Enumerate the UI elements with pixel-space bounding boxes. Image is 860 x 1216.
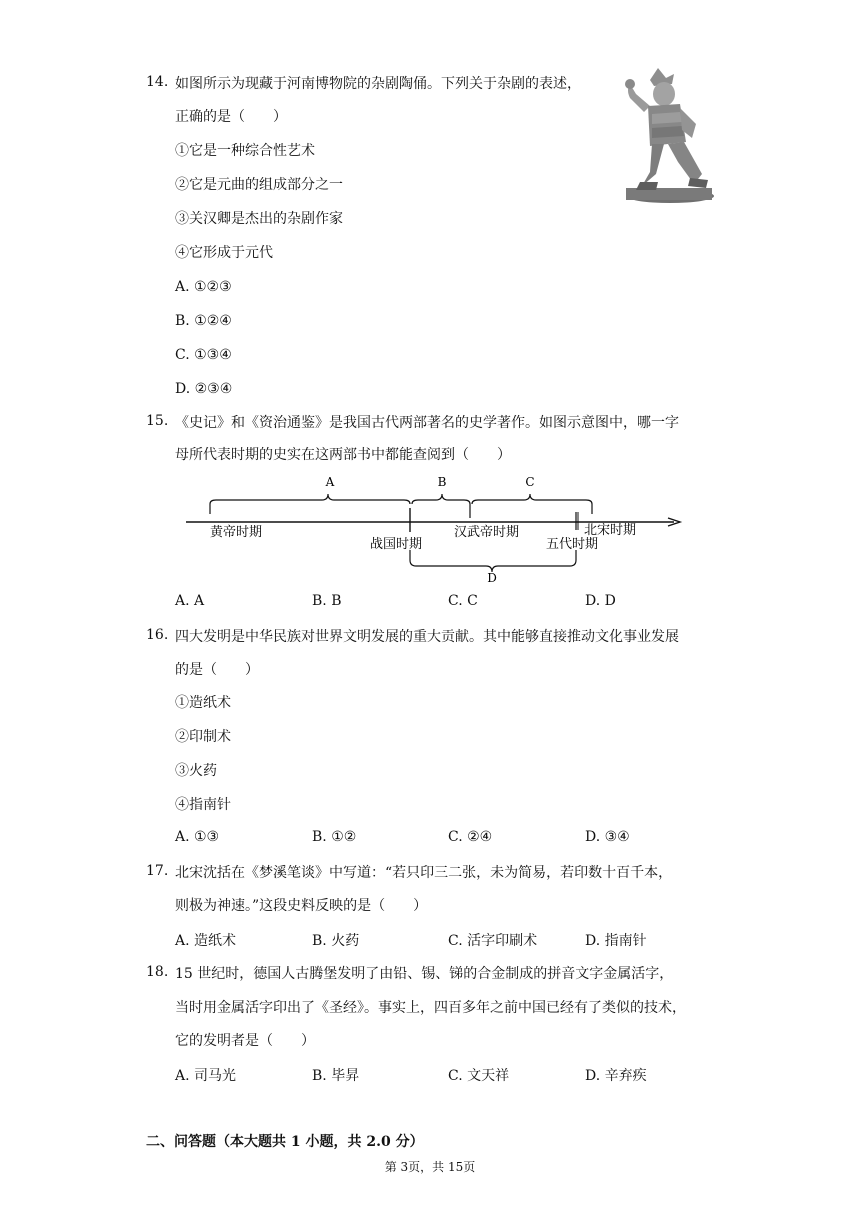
answer-option: C. C bbox=[448, 593, 478, 609]
question-number: 16. bbox=[146, 627, 169, 643]
page-footer: 第 3页，共 15页 bbox=[384, 1160, 476, 1174]
question-stem: 则极为神速。”这段史料反映的是（ ） bbox=[175, 898, 428, 914]
question-stem: 北宋沈括在《梦溪笔谈》中写道：“若只印三二张，未为简易，若印数十百千本， bbox=[175, 865, 673, 881]
zaju-pottery-figurine-image bbox=[620, 64, 716, 204]
statement-item: ③火药 bbox=[175, 763, 217, 779]
answer-option: C. 文天祥 bbox=[448, 1068, 510, 1084]
answer-option: B. 火药 bbox=[312, 933, 360, 949]
answer-option: A. 造纸术 bbox=[175, 933, 237, 949]
answer-option: C. ①③④ bbox=[175, 347, 232, 363]
question-stem: 当时用金属活字印出了《圣经》。事实上，四百多年之前中国已经有了类似的技术， bbox=[175, 1000, 686, 1016]
answer-option: D. ③④ bbox=[585, 829, 630, 845]
question-stem: 的是（ ） bbox=[175, 662, 259, 678]
answer-option: B. ①② bbox=[312, 829, 357, 845]
answer-option: A. ①③ bbox=[175, 829, 220, 845]
statement-item: ①它是一种综合性艺术 bbox=[175, 143, 315, 159]
brace-b bbox=[412, 494, 470, 518]
brace-label-b: B bbox=[437, 475, 447, 489]
statement-item: ②印制术 bbox=[175, 729, 231, 745]
point-label-huangdi: 黄帝时期 bbox=[210, 525, 263, 540]
brace-a bbox=[210, 494, 410, 514]
question-stem: 四大发明是中华民族对世界文明发展的重大贡献。其中能够直接推动文化事业发展 bbox=[175, 629, 679, 645]
answer-option: D. ②③④ bbox=[175, 381, 233, 397]
brace-c bbox=[472, 494, 592, 514]
question-number: 18. bbox=[146, 964, 169, 980]
question-stem: 它的发明者是（ ） bbox=[175, 1033, 315, 1049]
point-label-beisong: 北宋时期 bbox=[584, 523, 637, 538]
brace-d bbox=[410, 550, 576, 572]
answer-option: B. 毕昇 bbox=[312, 1068, 360, 1084]
answer-option: C. 活字印刷术 bbox=[448, 933, 538, 949]
brace-label-c: C bbox=[525, 475, 535, 489]
answer-option: D. D bbox=[585, 593, 616, 609]
brace-label-a: A bbox=[325, 475, 335, 489]
question-number: 17. bbox=[146, 863, 169, 879]
answer-option: D. 指南针 bbox=[585, 933, 647, 949]
section-heading: 二、问答题（本大题共 1 小题，共 2.0 分） bbox=[146, 1134, 424, 1150]
brace-label-d: D bbox=[487, 571, 497, 585]
question-stem: 15 世纪时，德国人古腾堡发明了由铅、锡、锑的合金制成的拼音文字金属活字， bbox=[175, 966, 674, 982]
timeline-diagram bbox=[180, 470, 685, 585]
statement-item: ④指南针 bbox=[175, 797, 231, 813]
statement-item: ②它是元曲的组成部分之一 bbox=[175, 177, 343, 193]
question-stem: 正确的是（ ） bbox=[175, 109, 287, 125]
statement-item: ③关汉卿是杰出的杂剧作家 bbox=[175, 211, 343, 227]
statement-item: ④它形成于元代 bbox=[175, 245, 273, 261]
answer-option: B. ①②④ bbox=[175, 313, 232, 329]
answer-option: A. A bbox=[175, 593, 205, 609]
statement-item: ①造纸术 bbox=[175, 695, 231, 711]
answer-option: B. B bbox=[312, 593, 342, 609]
answer-option: A. 司马光 bbox=[175, 1068, 237, 1084]
question-stem: 如图所示为现藏于河南博物院的杂剧陶俑。下列关于杂剧的表述， bbox=[175, 76, 581, 92]
answer-option: A. ①②③ bbox=[175, 279, 232, 295]
point-label-zhanguo: 战国时期 bbox=[370, 537, 423, 552]
question-stem: 母所代表时期的史实在这两部书中都能查阅到（ ） bbox=[175, 447, 511, 463]
point-label-hanwudi: 汉武帝时期 bbox=[454, 525, 520, 540]
question-stem: 《史记》和《资治通鉴》是我国古代两部著名的史学著作。如图示意图中，哪一字 bbox=[175, 415, 679, 431]
question-number: 14. bbox=[146, 74, 169, 90]
question-number: 15. bbox=[146, 413, 169, 429]
answer-option: D. 辛弃疾 bbox=[585, 1068, 647, 1084]
answer-option: C. ②④ bbox=[448, 829, 493, 845]
point-label-wudai: 五代时期 bbox=[546, 537, 599, 552]
